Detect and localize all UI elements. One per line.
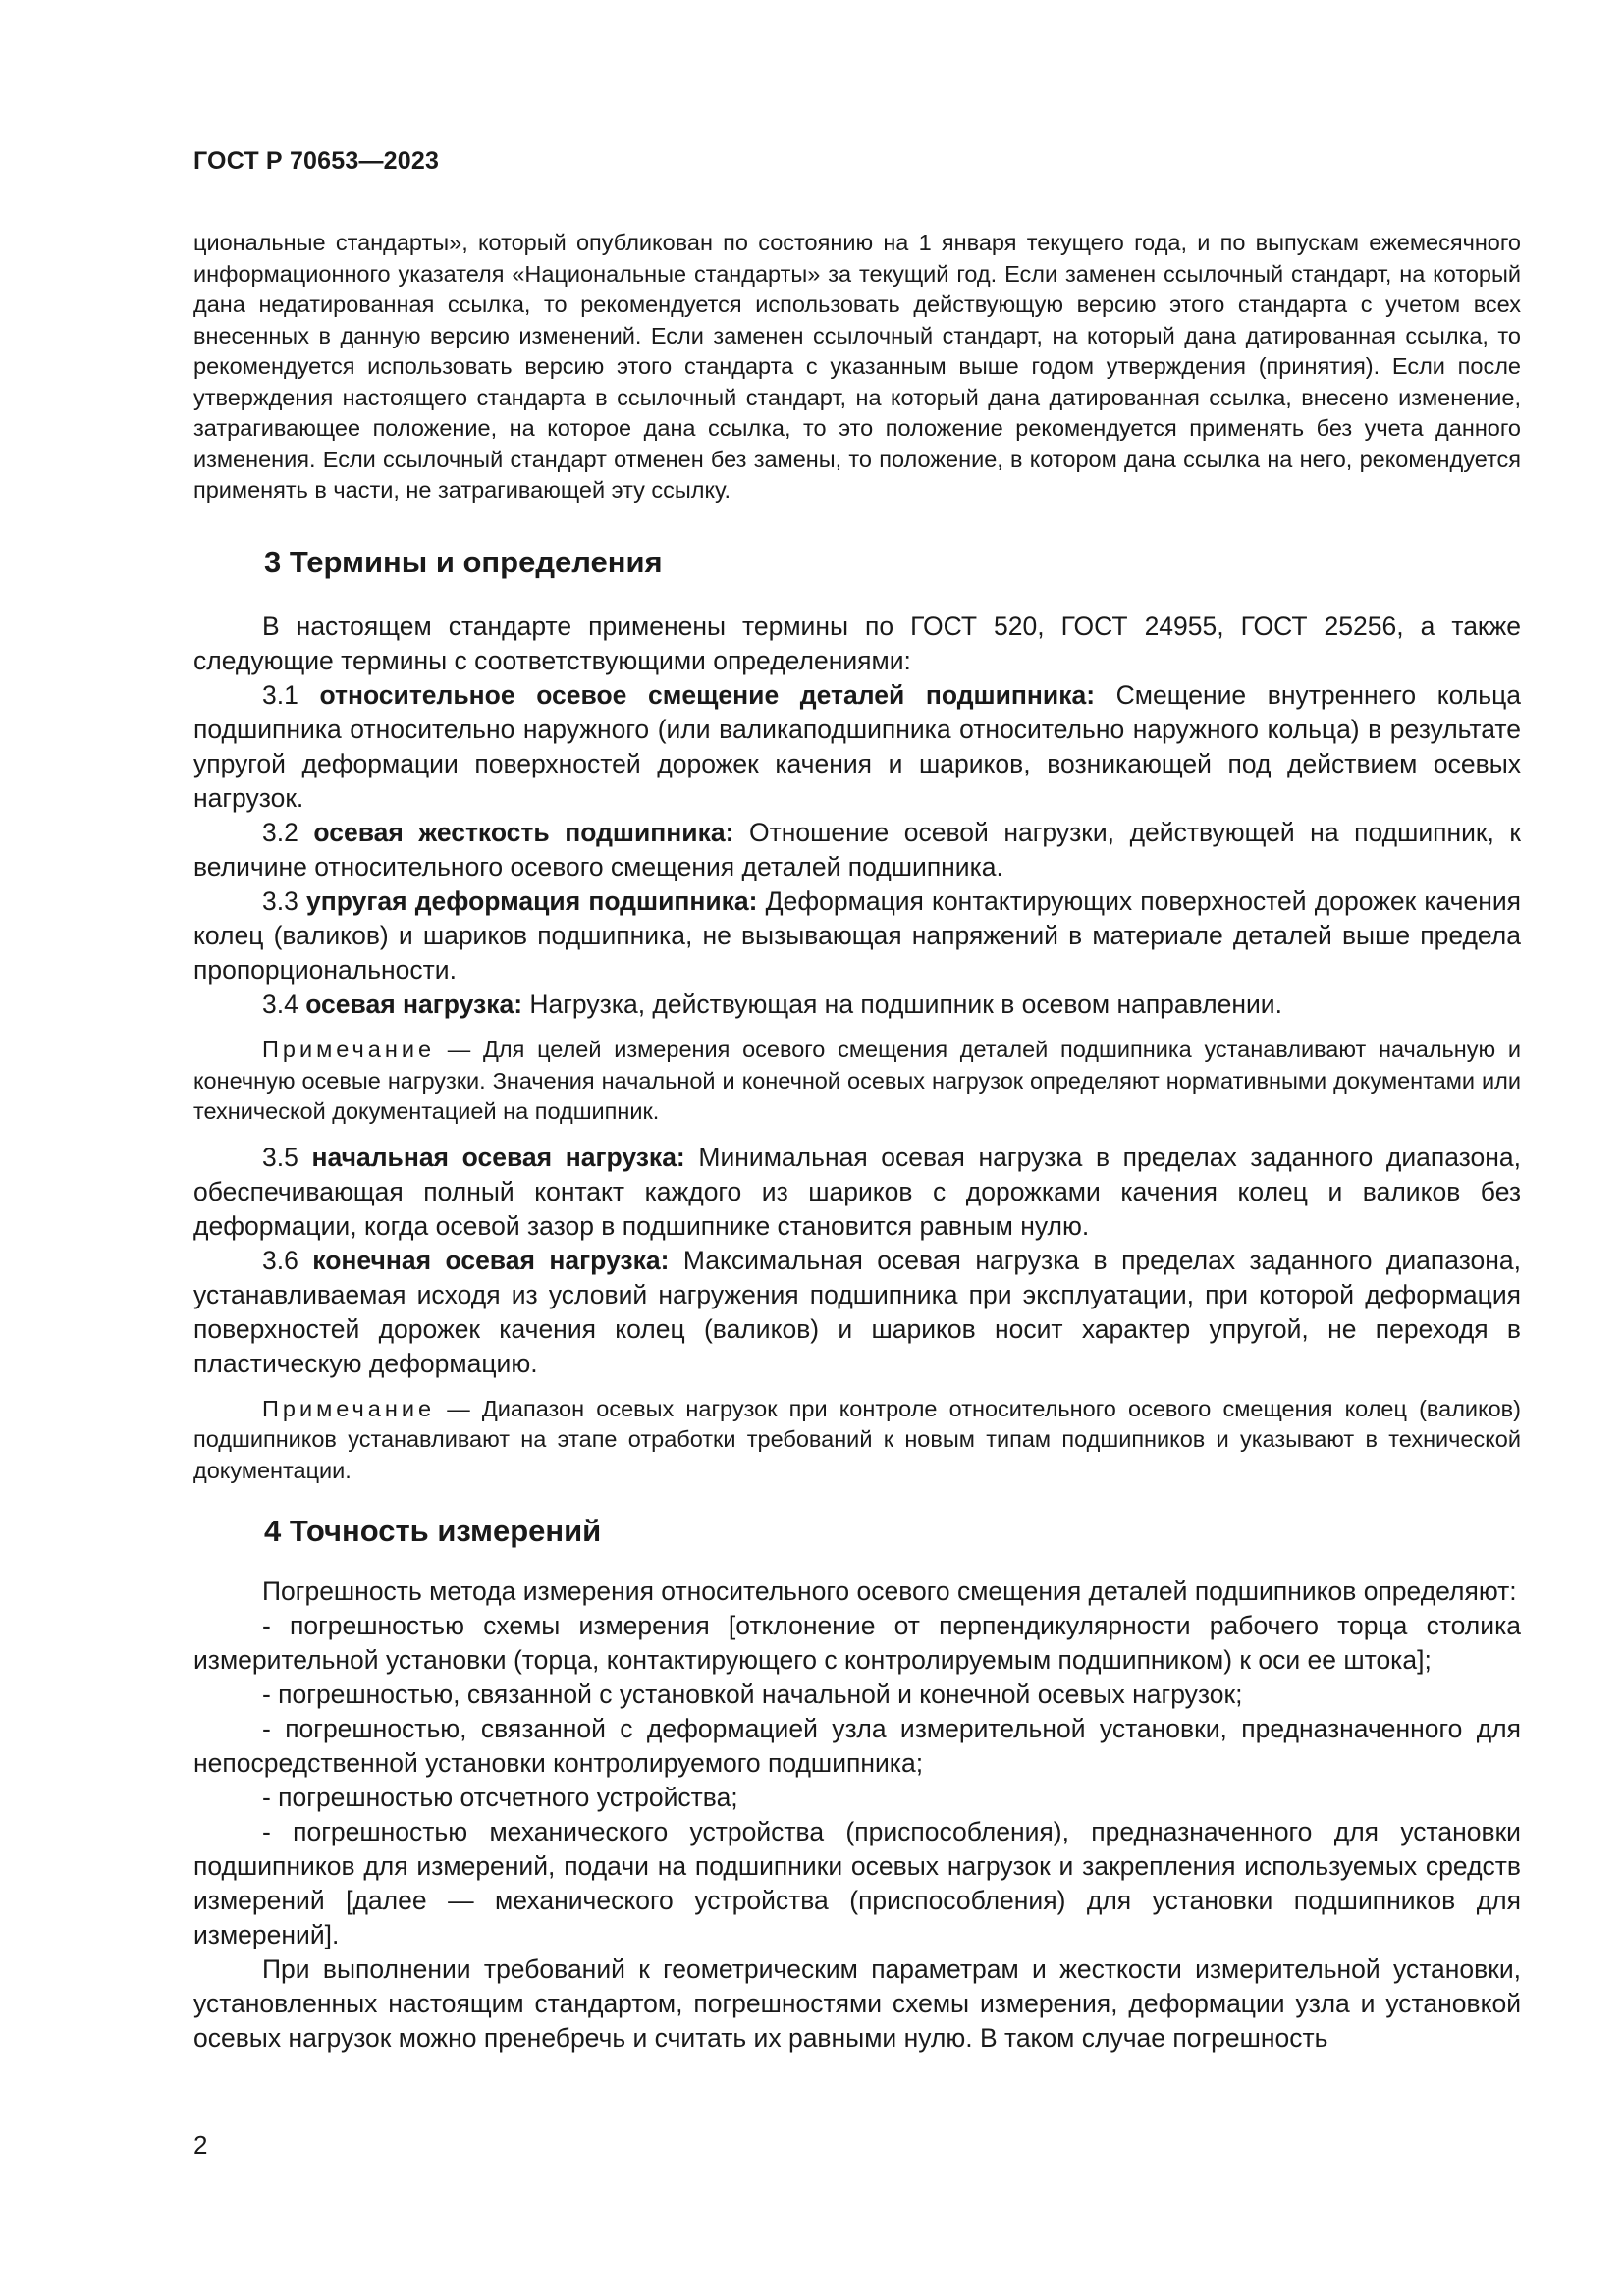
list-item: - погрешностью механического устройства (приспособления), предназначенного для установки подшипников для измерений, подачи на подшипники осевых нагрузок и закрепления используемых средств измерений [далее — механического устройства (приспособления) для установки подшипников для измерений].: [193, 1817, 1521, 1949]
term-3-3: [193, 884, 1521, 988]
note-text: — Для целей измерения осевого смещения деталей подшипника устанавливают начальную и конечную осевые нагрузки. Значения начальной и конечной осевых нагрузок определяют нормативными документами или технической документацией на подшипник.: [193, 1037, 1521, 1124]
term-definition: Минимальная осевая нагрузка в пределах заданного диапазона, обеспечивающая полный контакт каждого из шариков с дорожками качения колец и валиков без деформации, когда осевой зазор в подшипнике становится равным нулю.: [193, 1142, 1521, 1241]
term-name: осевая нагрузка:: [305, 989, 523, 1019]
section-4-intro: Погрешность метода измерения относительного осевого смещения деталей подшипников определяют:: [262, 1576, 1517, 1606]
term-definition: Нагрузка, действующая на подшипник в осевом направлении.: [522, 989, 1282, 1019]
term-3-1: [193, 678, 1521, 816]
term-definition: Отношение осевой нагрузки, действующей на подшипник, к величине относительного осевого смещения деталей подшипника.: [193, 818, 1522, 881]
intro-paragraph: [193, 228, 1521, 507]
term-3-4: [193, 988, 1521, 1022]
note-label: Примечание: [262, 1037, 436, 1062]
term-number: 3.4: [262, 989, 306, 1019]
section-4: [193, 1512, 1521, 2056]
section-3-intro: В настоящем стандарте применены термины по ГОСТ 520, ГОСТ 24955, ГОСТ 25256, а также следующие термины с соответствующими определениями:: [193, 612, 1521, 675]
term-number: 3.2: [262, 818, 314, 847]
term-number: 3.5: [262, 1142, 312, 1172]
term-name: относительное осевое смещение деталей подшипника:: [319, 680, 1096, 710]
document-header: ГОСТ Р 70653—2023: [193, 147, 440, 175]
term-name: конечная осевая нагрузка:: [312, 1245, 670, 1275]
term-3-5: [193, 1141, 1521, 1244]
term-name: осевая жесткость подшипника:: [313, 818, 734, 847]
term-3-6: [193, 1244, 1521, 1381]
note-2: [193, 1394, 1521, 1487]
list-item: - погрешностью, связанной с деформацией узла измерительной установки, предназначенного для непосредственной установки контролируемого подшипника;: [193, 1714, 1521, 1778]
section-4-closing: При выполнении требований к геометрическим параметрам и жесткости измерительной установки, установленных настоящим стандартом, погрешностями схемы измерения, деформации узла и установкой осевых нагрузок можно пренебречь и считать их равными нулю. В таком случае погрешность: [193, 1954, 1521, 2053]
term-definition: Смещение внутреннего кольца подшипника относительно наружного (или валикаподшипника относительно наружного кольца) в результате упругой деформации поверхностей дорожек качения и шариков, возникающей под действием осевых нагрузок.: [193, 680, 1521, 813]
term-definition: Максимальная осевая нагрузка в пределах заданного диапазона, устанавливаемая исходя из условий нагружения подшипника при эксплуатации, при которой деформация поверхностей дорожек качения колец (валиков) и шариков носит характер упругой, не переходя в пластическую деформацию.: [193, 1245, 1522, 1378]
term-number: 3.3: [262, 886, 306, 916]
list-item: - погрешностью, связанной с установкой начальной и конечной осевых нагрузок;: [262, 1680, 1243, 1709]
page-number: 2: [193, 2130, 208, 2160]
section-4-title: 4 Точность измерений: [264, 1514, 602, 1548]
note-1: [193, 1035, 1521, 1128]
term-3-2: [193, 816, 1521, 884]
term-name: начальная осевая нагрузка:: [311, 1142, 685, 1172]
term-number: 3.1: [262, 680, 320, 710]
term-definition: Деформация контактирующих поверхностей дорожек качения колец (валиков) и шариков подшипника, не вызывающая напряжений в материале деталей выше предела пропорциональности.: [193, 886, 1522, 985]
section-3-title: 3 Термины и определения: [264, 545, 663, 579]
list-item: - погрешностью схемы измерения [отклонение от перпендикулярности рабочего торца столика измерительной установки (торца, контактирующего с контролируемым подшипником) к оси ее штока];: [193, 1611, 1521, 1675]
note-text: — Диапазон осевых нагрузок при контроле относительного осевого смещения колец (валиков) подшипников устанавливают на этапе отработки требований к новым типам подшипников и указывают в технической документации.: [193, 1395, 1521, 1483]
term-number: 3.6: [262, 1245, 313, 1275]
intro-text: циональные стандарты», который опубликован по состоянию на 1 января текущего года, и по выпускам ежемесячного информационного указателя «Национальные стандарты» за текущий год. Если заменен ссылочный стандарт, на который дана недатированная ссылка, то рекомендуется использовать действующую версию этого стандарта с учетом всех внесенных в данную версию изменений. Если заменен ссылочный стандарт, на который дана датированная ссылка, то рекомендуется использовать версию этого стандарта с указанным выше годом утверждения (принятия). Если после утверждения настоящего стандарта в ссылочный стандарт, на который дана датированная ссылка, внесено изменение, затрагивающее положение, на которое дана ссылка, то это положение рекомендуется применять без учета данного изменения. Если ссылочный стандарт отменен без замены, то положение, в котором дана ссылка на него, рекомендуется применять в части, не затрагивающей эту ссылку.: [193, 230, 1521, 503]
list-item: - погрешностью отсчетного устройства;: [262, 1783, 738, 1812]
section-3: [193, 543, 1521, 1486]
note-label: Примечание: [262, 1395, 436, 1421]
term-name: упругая деформация подшипника:: [306, 886, 758, 916]
